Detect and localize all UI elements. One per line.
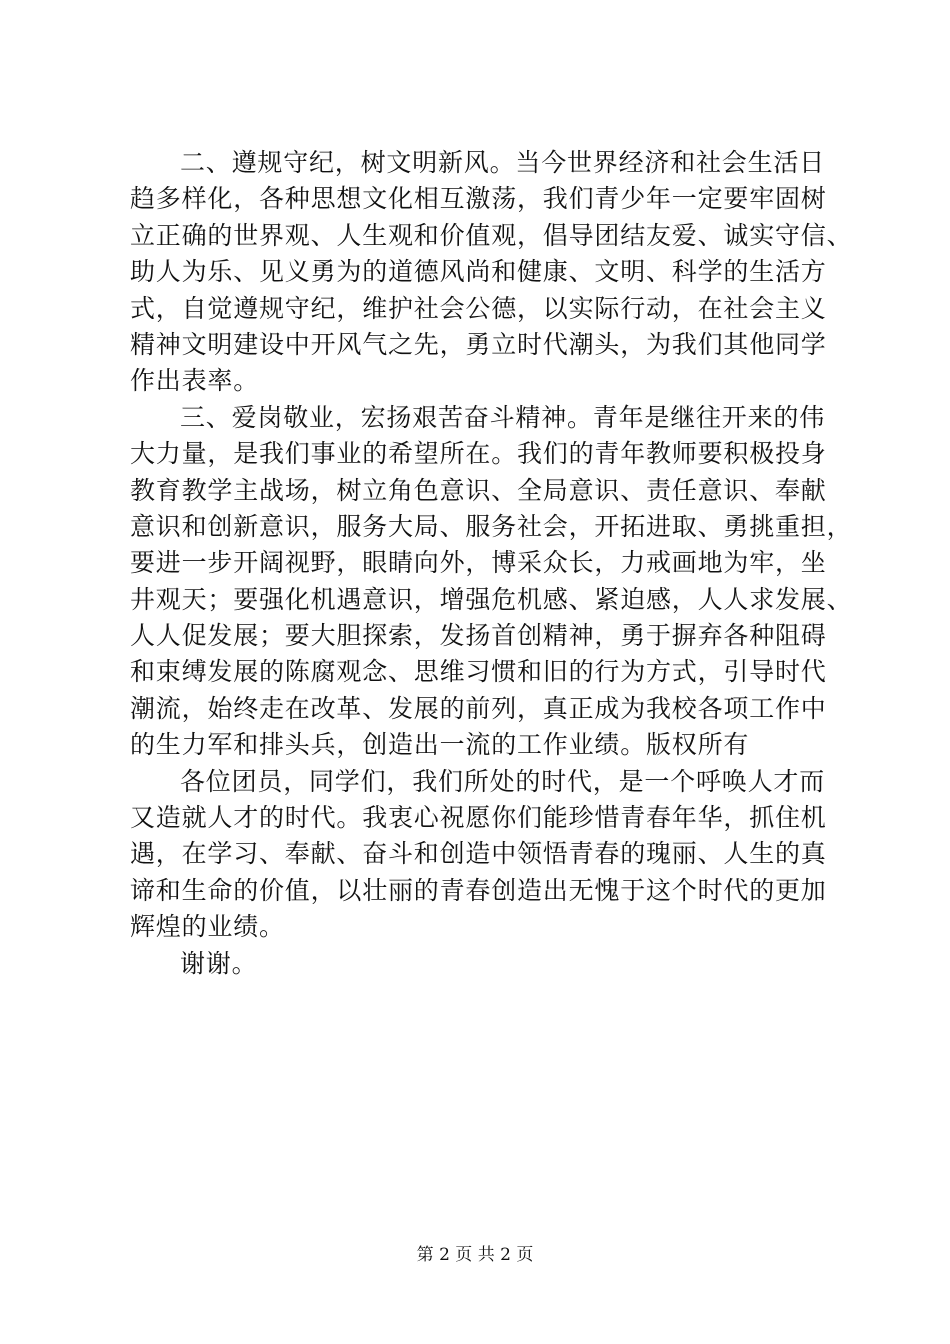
page-number-label: 第 2 页 共 2 页 bbox=[416, 1245, 534, 1265]
text-line: 立正确的世界观、人生观和价值观，倡导团结友爱、诚实守信、 bbox=[130, 220, 853, 250]
text-line: 作出表率。 bbox=[130, 366, 260, 396]
text-line: 人人促发展；要大胆探索，发扬首创精神，勇于摒弃各种阻碍 bbox=[130, 621, 827, 651]
text-line: 教育教学主战场，树立角色意识、全局意识、责任意识、奉献 bbox=[130, 475, 827, 505]
text-line: 精神文明建设中开风气之先，勇立时代潮头，为我们其他同学 bbox=[130, 329, 827, 359]
text-line: 和束缚发展的陈腐观念、思维习惯和旧的行为方式，引导时代 bbox=[130, 657, 827, 687]
text-line: 遇，在学习、奉献、奋斗和创造中领悟青春的瑰丽、人生的真 bbox=[130, 839, 827, 869]
text-line: 助人为乐、见义勇为的道德风尚和健康、文明、科学的生活方 bbox=[130, 257, 827, 287]
text-line: 趋多样化，各种思想文化相互激荡，我们青少年一定要牢固树 bbox=[130, 184, 827, 214]
text-line: 谛和生命的价值，以壮丽的青春创造出无愧于这个时代的更加 bbox=[130, 875, 827, 905]
text-line: 井观天；要强化机遇意识，增强危机感、紧迫感，人人求发展、 bbox=[130, 584, 853, 614]
body-text bbox=[130, 145, 853, 982]
text-line: 二、遵规守纪，树文明新风。当今世界经济和社会生活日 bbox=[180, 148, 826, 177]
text-line: 大力量，是我们事业的希望所在。我们的青年教师要积极投身 bbox=[130, 439, 827, 469]
text-line: 辉煌的业绩。 bbox=[130, 912, 285, 942]
text-line: 三、爱岗敬业，宏扬艰苦奋斗精神。青年是继往开来的伟 bbox=[180, 402, 826, 432]
text-line: 要进一步开阔视野，眼睛向外，博采众长，力戒画地为牢，坐 bbox=[130, 548, 827, 578]
text-line: 潮流，始终走在改革、发展的前列，真正成为我校各项工作中 bbox=[130, 693, 827, 723]
text-line: 各位团员，同学们，我们所处的时代，是一个呼唤人才而 bbox=[180, 766, 826, 796]
text-line: 意识和创新意识，服务大局、服务社会，开拓进取、勇挑重担， bbox=[130, 511, 853, 541]
text-line: 谢谢。 bbox=[180, 948, 258, 978]
text-line: 又造就人才的时代。我衷心祝愿你们能珍惜青春年华，抓住机 bbox=[130, 803, 827, 833]
text-line: 式，自觉遵规守纪，维护社会公德，以实际行动，在社会主义 bbox=[130, 293, 827, 323]
page-footer bbox=[0, 1244, 950, 1266]
text-line: 的生力军和排头兵，创造出一流的工作业绩。版权所有 bbox=[130, 730, 750, 760]
